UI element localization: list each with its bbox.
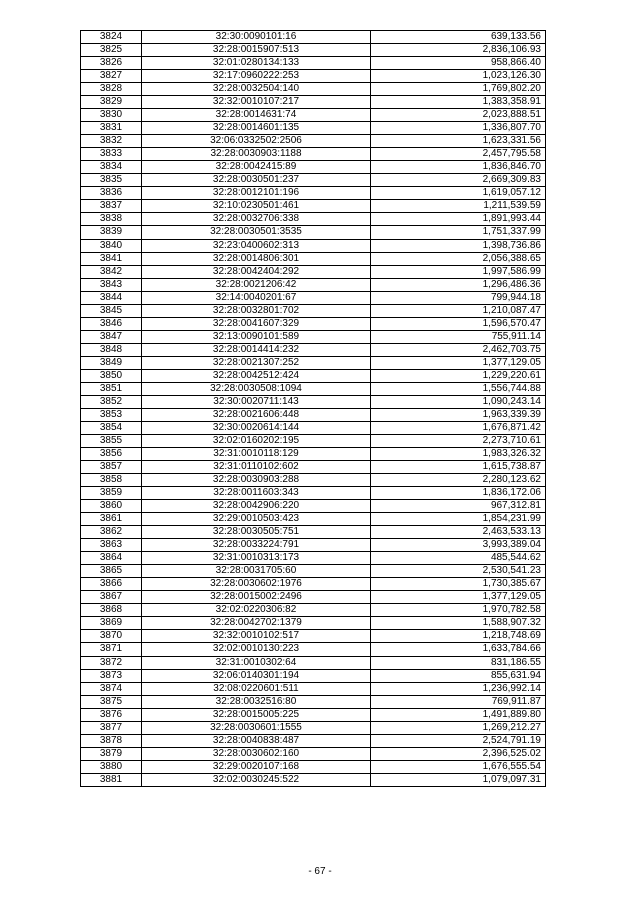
table-row: [81, 395, 546, 408]
amount-cell: 2,396,525.02: [371, 747, 546, 760]
amount-cell: 1,769,802.20: [371, 83, 546, 96]
row-number-cell: 3879: [81, 747, 142, 760]
cadastral-number-cell: 32:06:0332502:2506: [142, 135, 371, 148]
row-number-cell: 3837: [81, 200, 142, 213]
row-number-cell: 3881: [81, 773, 142, 786]
row-number-cell: 3878: [81, 734, 142, 747]
amount-cell: 1,983,326.32: [371, 448, 546, 461]
amount-cell: 1,891,993.44: [371, 213, 546, 226]
cadastral-number-cell: 32:29:0020107:168: [142, 760, 371, 773]
amount-cell: 1,615,738.87: [371, 461, 546, 474]
cadastral-number-cell: 32:28:0030602:1976: [142, 578, 371, 591]
cadastral-number-cell: 32:28:0041607:329: [142, 317, 371, 330]
table-row: [81, 382, 546, 395]
cadastral-number-cell: 32:28:0014806:301: [142, 252, 371, 265]
row-number-cell: 3834: [81, 161, 142, 174]
amount-cell: 1,377,129.05: [371, 591, 546, 604]
cadastral-number-cell: 32:06:0140301:194: [142, 669, 371, 682]
cadastral-number-cell: 32:31:0110102:602: [142, 461, 371, 474]
table-row: [81, 135, 546, 148]
cadastral-number-cell: 32:31:0010302:64: [142, 656, 371, 669]
table-row: [81, 421, 546, 434]
table-row: [81, 669, 546, 682]
cadastral-number-cell: 32:02:0030245:522: [142, 773, 371, 786]
table-row: [81, 604, 546, 617]
amount-cell: 2,056,388.65: [371, 252, 546, 265]
amount-cell: 2,463,533.13: [371, 526, 546, 539]
row-number-cell: 3835: [81, 174, 142, 187]
cadastral-number-cell: 32:17:0960222:253: [142, 70, 371, 83]
amount-cell: 1,596,570.47: [371, 317, 546, 330]
cadastral-number-cell: 32:28:0033224:791: [142, 539, 371, 552]
table-row: [81, 148, 546, 161]
amount-cell: 1,023,126.30: [371, 70, 546, 83]
row-number-cell: 3876: [81, 708, 142, 721]
table-row: [81, 461, 546, 474]
table-row: [81, 643, 546, 656]
table-row: [81, 356, 546, 369]
amount-cell: 2,280,123.62: [371, 474, 546, 487]
cadastral-number-cell: 32:28:0032516:80: [142, 695, 371, 708]
cadastral-number-cell: 32:31:0010313:173: [142, 552, 371, 565]
cadastral-number-cell: 32:14:0040201:67: [142, 291, 371, 304]
cadastral-number-cell: 32:28:0042415:89: [142, 161, 371, 174]
row-number-cell: 3830: [81, 109, 142, 122]
row-number-cell: 3849: [81, 356, 142, 369]
cadastral-number-cell: 32:28:0030903:288: [142, 474, 371, 487]
amount-cell: 1,218,748.69: [371, 630, 546, 643]
row-number-cell: 3859: [81, 487, 142, 500]
table-row: [81, 31, 546, 44]
row-number-cell: 3874: [81, 682, 142, 695]
row-number-cell: 3868: [81, 604, 142, 617]
row-number-cell: 3870: [81, 630, 142, 643]
row-number-cell: 3873: [81, 669, 142, 682]
table-row: [81, 109, 546, 122]
row-number-cell: 3867: [81, 591, 142, 604]
table-row: [81, 213, 546, 226]
cadastral-number-cell: 32:28:0021206:42: [142, 278, 371, 291]
amount-cell: 1,491,889.80: [371, 708, 546, 721]
row-number-cell: 3842: [81, 265, 142, 278]
cadastral-number-cell: 32:28:0014414:232: [142, 343, 371, 356]
table-row: [81, 226, 546, 239]
amount-cell: 485,544.62: [371, 552, 546, 565]
row-number-cell: 3826: [81, 57, 142, 70]
table-row: [81, 122, 546, 135]
row-number-cell: 3861: [81, 513, 142, 526]
table-row: [81, 656, 546, 669]
cadastral-number-cell: 32:28:0042702:1379: [142, 617, 371, 630]
amount-cell: 2,524,791.19: [371, 734, 546, 747]
table-row: [81, 200, 546, 213]
amount-cell: 639,133.56: [371, 31, 546, 44]
row-number-cell: 3827: [81, 70, 142, 83]
cadastral-number-cell: 32:28:0032504:140: [142, 83, 371, 96]
table-row: [81, 278, 546, 291]
row-number-cell: 3862: [81, 526, 142, 539]
table-row: [81, 630, 546, 643]
amount-cell: 1,997,586.99: [371, 265, 546, 278]
row-number-cell: 3845: [81, 304, 142, 317]
cadastral-number-cell: 32:30:0090101:16: [142, 31, 371, 44]
row-number-cell: 3833: [81, 148, 142, 161]
row-number-cell: 3872: [81, 656, 142, 669]
amount-cell: 1,836,846.70: [371, 161, 546, 174]
amount-cell: 1,623,331.56: [371, 135, 546, 148]
table-row: [81, 708, 546, 721]
amount-cell: 1,229,220.61: [371, 369, 546, 382]
amount-cell: 1,963,339.39: [371, 408, 546, 421]
amount-cell: 1,336,807.70: [371, 122, 546, 135]
cadastral-number-cell: 32:28:0032706:338: [142, 213, 371, 226]
row-number-cell: 3857: [81, 461, 142, 474]
table-row: [81, 330, 546, 343]
cadastral-number-cell: 32:28:0014601:135: [142, 122, 371, 135]
table-row: [81, 734, 546, 747]
row-number-cell: 3840: [81, 239, 142, 252]
cadastral-number-cell: 32:02:0160202:195: [142, 434, 371, 447]
amount-cell: 2,457,795.58: [371, 148, 546, 161]
cadastral-number-cell: 32:28:0015002:2496: [142, 591, 371, 604]
amount-cell: 1,836,172.06: [371, 487, 546, 500]
amount-cell: 855,631.94: [371, 669, 546, 682]
cadastral-number-cell: 32:28:0030602:160: [142, 747, 371, 760]
amount-cell: 1,588,907.32: [371, 617, 546, 630]
amount-cell: 958,866.40: [371, 57, 546, 70]
table-row: [81, 487, 546, 500]
table-row: [81, 552, 546, 565]
table-row: [81, 434, 546, 447]
table-row: [81, 44, 546, 57]
cadastral-number-cell: 32:28:0015005:225: [142, 708, 371, 721]
row-number-cell: 3863: [81, 539, 142, 552]
row-number-cell: 3831: [81, 122, 142, 135]
table-row: [81, 539, 546, 552]
table-row: [81, 187, 546, 200]
cadastral-number-cell: 32:28:0030501:237: [142, 174, 371, 187]
cadastral-number-cell: 32:28:0042404:292: [142, 265, 371, 278]
cadastral-number-cell: 32:28:0015907:513: [142, 44, 371, 57]
table-row: [81, 174, 546, 187]
amount-cell: 1,383,358.91: [371, 96, 546, 109]
amount-cell: 1,751,337.99: [371, 226, 546, 239]
amount-cell: 1,079,097.31: [371, 773, 546, 786]
row-number-cell: 3866: [81, 578, 142, 591]
cadastral-number-cell: 32:28:0021307:252: [142, 356, 371, 369]
row-number-cell: 3864: [81, 552, 142, 565]
cadastral-number-cell: 32:28:0030903:1188: [142, 148, 371, 161]
row-number-cell: 3838: [81, 213, 142, 226]
amount-cell: 755,911.14: [371, 330, 546, 343]
table-row: [81, 161, 546, 174]
cadastral-number-cell: 32:02:0220306:82: [142, 604, 371, 617]
row-number-cell: 3852: [81, 395, 142, 408]
table-row: [81, 291, 546, 304]
table-row: [81, 760, 546, 773]
cadastral-number-cell: 32:28:0012101:196: [142, 187, 371, 200]
amount-cell: 2,530,541.23: [371, 565, 546, 578]
amount-cell: 1,236,992.14: [371, 682, 546, 695]
table-row: [81, 265, 546, 278]
table-row: [81, 408, 546, 421]
row-number-cell: 3855: [81, 434, 142, 447]
row-number-cell: 3848: [81, 343, 142, 356]
cadastral-number-cell: 32:01:0280134:133: [142, 57, 371, 70]
table-row: [81, 343, 546, 356]
table-row: [81, 304, 546, 317]
amount-cell: 1,633,784.66: [371, 643, 546, 656]
cadastral-number-cell: 32:10:0230501:461: [142, 200, 371, 213]
cadastral-number-cell: 32:31:0010118:129: [142, 448, 371, 461]
table-row: [81, 474, 546, 487]
table-row: [81, 500, 546, 513]
table-row: [81, 695, 546, 708]
row-number-cell: 3865: [81, 565, 142, 578]
amount-cell: 769,911.87: [371, 695, 546, 708]
amount-cell: 1,854,231.99: [371, 513, 546, 526]
amount-cell: 2,023,888.51: [371, 109, 546, 122]
row-number-cell: 3847: [81, 330, 142, 343]
cadastral-number-cell: 32:28:0011603:343: [142, 487, 371, 500]
table-row: [81, 369, 546, 382]
cadastral-number-cell: 32:08:0220601:511: [142, 682, 371, 695]
row-number-cell: 3869: [81, 617, 142, 630]
table-row: [81, 317, 546, 330]
amount-cell: 1,676,871.42: [371, 421, 546, 434]
table-row: [81, 252, 546, 265]
row-number-cell: 3844: [81, 291, 142, 304]
amount-cell: 1,556,744.88: [371, 382, 546, 395]
row-number-cell: 3825: [81, 44, 142, 57]
row-number-cell: 3854: [81, 421, 142, 434]
row-number-cell: 3829: [81, 96, 142, 109]
cadastral-number-cell: 32:28:0030501:3535: [142, 226, 371, 239]
row-number-cell: 3843: [81, 278, 142, 291]
amount-cell: 967,312.81: [371, 500, 546, 513]
amount-cell: 2,836,106.93: [371, 44, 546, 57]
table-row: [81, 83, 546, 96]
amount-cell: 1,619,057.12: [371, 187, 546, 200]
cadastral-number-cell: 32:32:0010102:517: [142, 630, 371, 643]
row-number-cell: 3860: [81, 500, 142, 513]
row-number-cell: 3871: [81, 643, 142, 656]
cadastral-number-cell: 32:23:0400602:313: [142, 239, 371, 252]
cadastral-number-cell: 32:29:0010503:423: [142, 513, 371, 526]
row-number-cell: 3858: [81, 474, 142, 487]
amount-cell: 1,377,129.05: [371, 356, 546, 369]
amount-cell: 1,730,385.67: [371, 578, 546, 591]
cadastral-number-cell: 32:30:0020614:144: [142, 421, 371, 434]
table-row: [81, 682, 546, 695]
row-number-cell: 3850: [81, 369, 142, 382]
cadastral-number-cell: 32:28:0040838:487: [142, 734, 371, 747]
cadastral-number-cell: 32:28:0014631:74: [142, 109, 371, 122]
row-number-cell: 3832: [81, 135, 142, 148]
table-row: [81, 70, 546, 83]
row-number-cell: 3824: [81, 31, 142, 44]
cadastral-number-cell: 32:28:0030508:1094: [142, 382, 371, 395]
amount-cell: 2,669,309.83: [371, 174, 546, 187]
row-number-cell: 3846: [81, 317, 142, 330]
row-number-cell: 3836: [81, 187, 142, 200]
table-row: [81, 591, 546, 604]
row-number-cell: 3880: [81, 760, 142, 773]
row-number-cell: 3853: [81, 408, 142, 421]
amount-cell: 3,993,389.04: [371, 539, 546, 552]
row-number-cell: 3856: [81, 448, 142, 461]
table-row: [81, 773, 546, 786]
cadastral-number-cell: 32:28:0030505:751: [142, 526, 371, 539]
amount-cell: 1,970,782.58: [371, 604, 546, 617]
cadastral-number-cell: 32:28:0021606:448: [142, 408, 371, 421]
amount-cell: 1,269,212.27: [371, 721, 546, 734]
cadastral-number-cell: 32:13:0090101:589: [142, 330, 371, 343]
amount-cell: 2,462,703.75: [371, 343, 546, 356]
data-table: [80, 30, 546, 787]
amount-cell: 1,398,736.86: [371, 239, 546, 252]
row-number-cell: 3828: [81, 83, 142, 96]
cadastral-number-cell: 32:30:0020711:143: [142, 395, 371, 408]
table-body: [81, 31, 546, 787]
row-number-cell: 3839: [81, 226, 142, 239]
row-number-cell: 3877: [81, 721, 142, 734]
table-row: [81, 513, 546, 526]
amount-cell: 2,273,710.61: [371, 434, 546, 447]
cadastral-number-cell: 32:02:0010130:223: [142, 643, 371, 656]
table-row: [81, 747, 546, 760]
amount-cell: 1,211,539.59: [371, 200, 546, 213]
page-number: - 67 -: [308, 866, 332, 877]
cadastral-number-cell: 32:32:0010107:217: [142, 96, 371, 109]
row-number-cell: 3841: [81, 252, 142, 265]
amount-cell: 831,186.55: [371, 656, 546, 669]
cadastral-number-cell: 32:28:0030601:1555: [142, 721, 371, 734]
amount-cell: 1,090,243.14: [371, 395, 546, 408]
table-row: [81, 57, 546, 70]
table-row: [81, 96, 546, 109]
cadastral-number-cell: 32:28:0032801:702: [142, 304, 371, 317]
amount-cell: 799,944.18: [371, 291, 546, 304]
cadastral-number-cell: 32:28:0042906:220: [142, 500, 371, 513]
cadastral-number-cell: 32:28:0042512:424: [142, 369, 371, 382]
amount-cell: 1,676,555.54: [371, 760, 546, 773]
table-row: [81, 721, 546, 734]
table-row: [81, 448, 546, 461]
amount-cell: 1,210,087.47: [371, 304, 546, 317]
table-row: [81, 239, 546, 252]
table-row: [81, 526, 546, 539]
row-number-cell: 3851: [81, 382, 142, 395]
table-row: [81, 617, 546, 630]
row-number-cell: 3875: [81, 695, 142, 708]
table-row: [81, 565, 546, 578]
amount-cell: 1,296,486.36: [371, 278, 546, 291]
table-row: [81, 578, 546, 591]
cadastral-number-cell: 32:28:0031705:60: [142, 565, 371, 578]
